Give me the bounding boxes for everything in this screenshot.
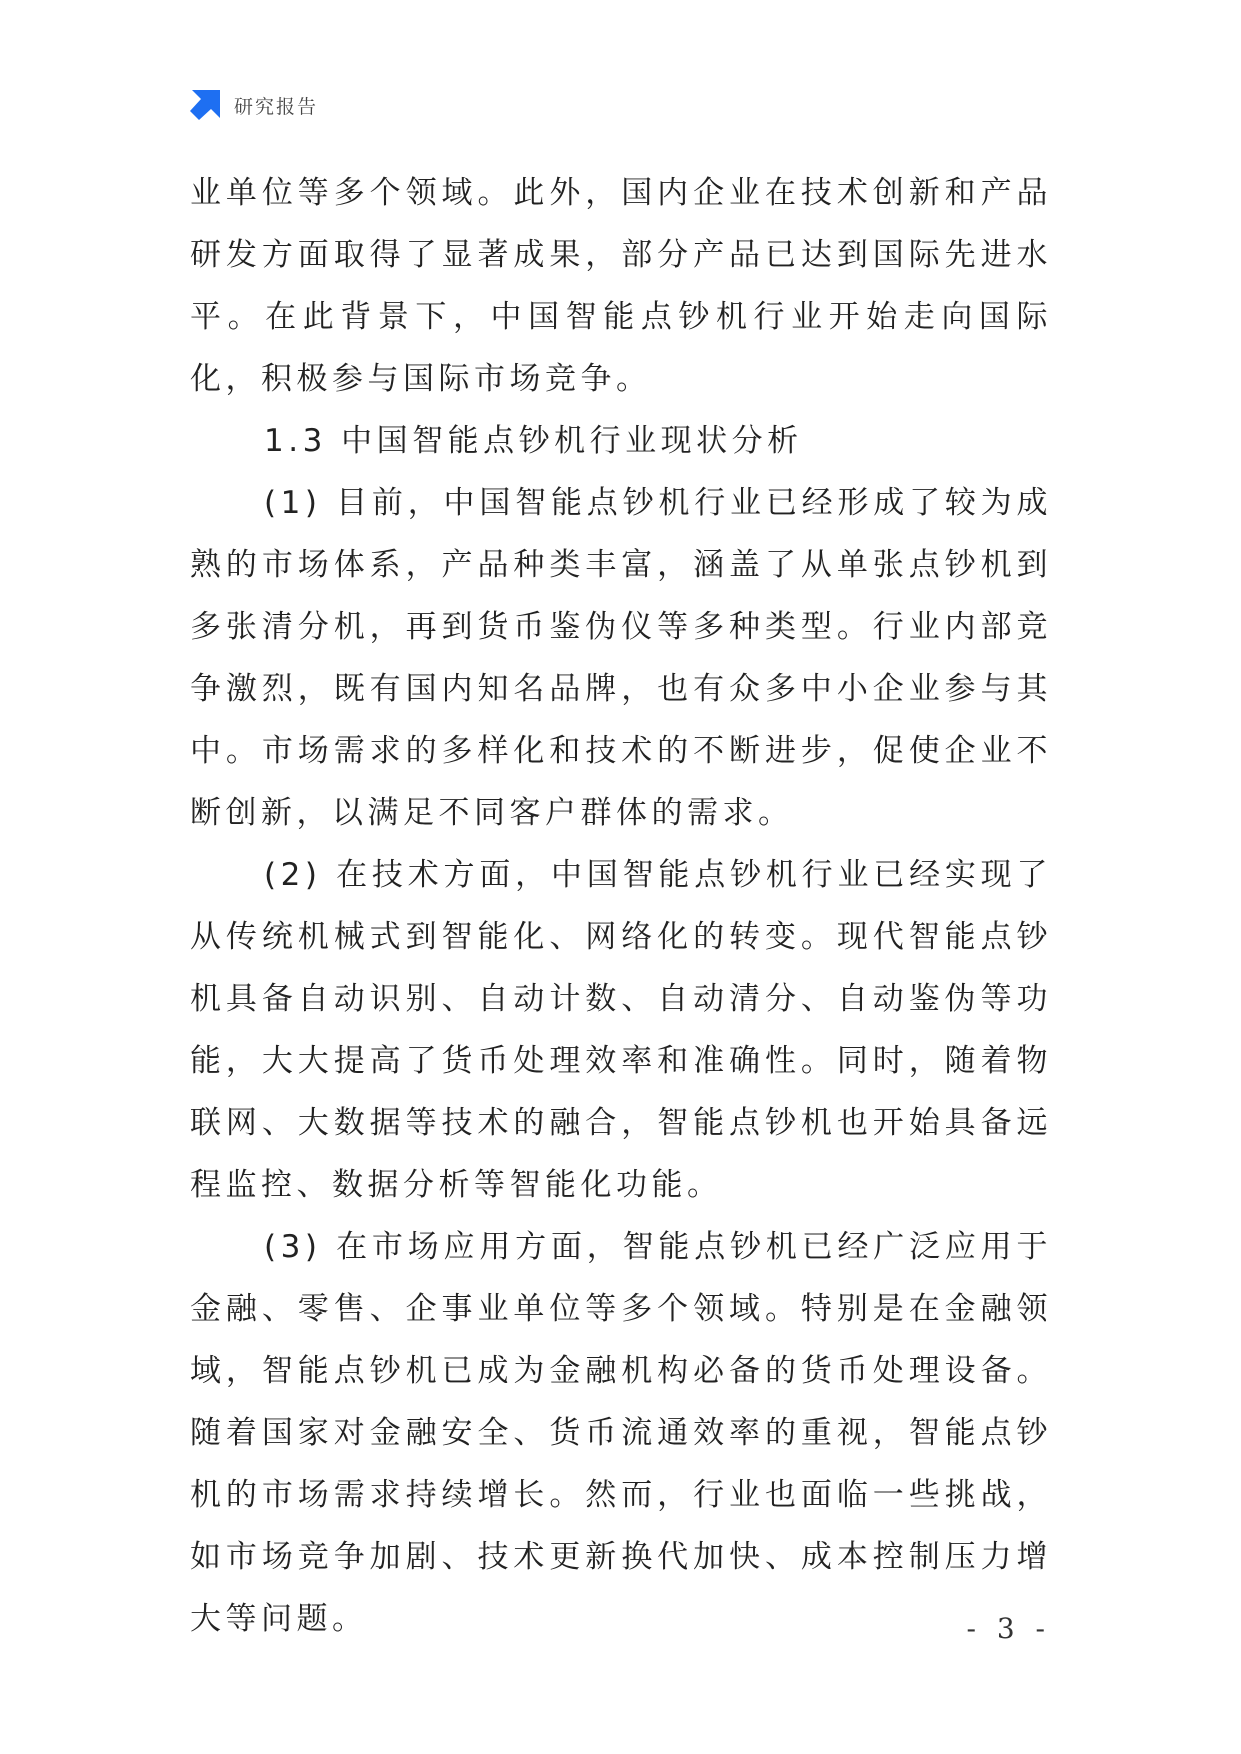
page-number: - 3 - xyxy=(966,1612,1051,1645)
document-header xyxy=(190,88,318,122)
document-body xyxy=(190,162,1052,1650)
arrow-up-right-icon xyxy=(190,90,220,120)
body-paragraph: 业单位等多个领域。此外，国内企业在技术创新和产品研发方面取得了显著成果，部分产品已达到国际先进水平。在此背景下，中国智能点钞机行业开始走向国际化，积极参与国际市场竞争。 xyxy=(190,175,1052,397)
section-heading: 1.3 中国智能点钞机行业现状分析 xyxy=(264,423,803,459)
body-paragraph: (3) 在市场应用方面，智能点钞机已经广泛应用于金融、零售、企事业单位等多个领域。特别是在金融领域，智能点钞机已成为金融机构必备的货币处理设备。随着国家对金融安全、货币流通效率的重视，智能点钞机的市场需求持续增长。然而，行业也面临一些挑战，如市场竞争加剧、技术更新换代加快、成本控制压力增大等问题。 xyxy=(190,1229,1052,1637)
body-paragraph: (1) 目前，中国智能点钞机行业已经形成了较为成熟的市场体系，产品种类丰富，涵盖了从单张点钞机到多张清分机，再到货币鉴伪仪等多种类型。行业内部竞争激烈，既有国内知名品牌，也有众多中小企业参与其中。市场需求的多样化和技术的不断进步，促使企业不断创新，以满足不同客户群体的需求。 xyxy=(190,485,1052,831)
body-paragraph: (2) 在技术方面，中国智能点钞机行业已经实现了从传统机械式到智能化、网络化的转变。现代智能点钞机具备自动识别、自动计数、自动清分、自动鉴伪等功能，大大提高了货币处理效率和准确性。同时，随着物联网、大数据等技术的融合，智能点钞机也开始具备远程监控、数据分析等智能化功能。 xyxy=(190,857,1052,1203)
header-title: 研究报告 xyxy=(234,95,319,118)
